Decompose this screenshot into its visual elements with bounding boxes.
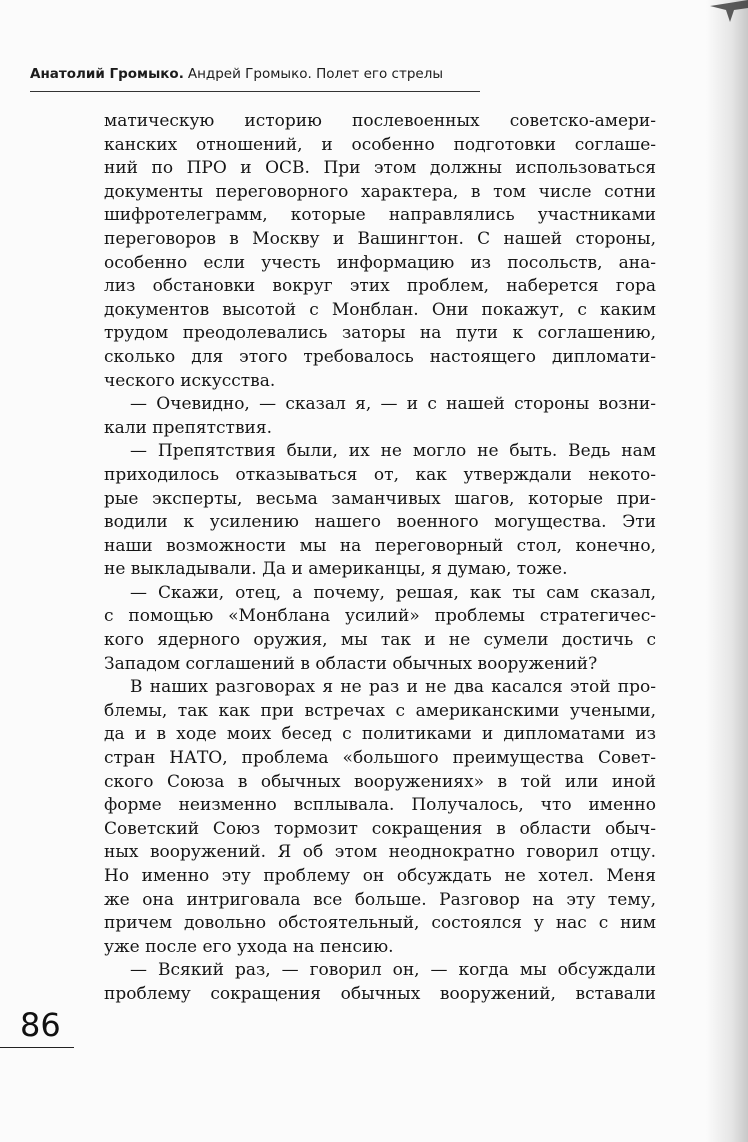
text-line: В наших разговорах я не раз и не два касался этой про- xyxy=(130,677,656,698)
text-line: особенно если учесть информацию из посольств, ана- xyxy=(104,252,656,273)
corner-fold-icon xyxy=(710,0,748,22)
text-line: с помощью «Монблана усилий» проблемы стратегичес- xyxy=(104,606,656,627)
text-line: — Препятствия были, их не могло не быть. Ведь нам xyxy=(130,441,656,462)
text-line: форме неизменно всплывала. Получалось, что именно xyxy=(104,795,656,816)
text-line: рые эксперты, весьма заманчивых шагов, которые при- xyxy=(104,488,656,509)
running-head-title: Андрей Громыко. Полет его стрелы xyxy=(187,66,443,82)
text-line: кали препятствия. xyxy=(104,417,272,438)
text-line: — Скажи, отец, а почему, решая, как ты сам сказал, xyxy=(130,582,656,603)
text-line: да и в ходе моих бесед с политиками и дипломатами из xyxy=(104,724,656,745)
text-line: лиз обстановки вокруг этих проблем, наберется гора xyxy=(104,276,656,297)
running-head-author: Анатолий Громыко. xyxy=(30,66,184,82)
text-line: кого ядерного оружия, мы так и не сумели достичь с xyxy=(104,630,656,651)
page-number-rule xyxy=(0,1047,74,1048)
text-line: блемы, так как при встречах с американскими учеными, xyxy=(104,700,656,721)
text-line: — Очевидно, — сказал я, — и с нашей стороны возни- xyxy=(130,394,656,415)
running-head-rule xyxy=(30,91,480,92)
text-line: документы переговорного характера, в том числе сотни xyxy=(104,181,656,202)
text-line: шифротелеграмм, которые направлялись участниками xyxy=(104,205,656,226)
text-line: ний по ПРО и ОСВ. При этом должны использоваться xyxy=(104,158,656,179)
text-line: документов высотой с Монблан. Они покажут, с каким xyxy=(104,299,656,320)
text-line: трудом преодолевались заторы на пути к соглашению, xyxy=(104,323,656,344)
page-gutter-shadow xyxy=(706,0,748,1142)
text-line: ных вооружений. Я об этом неоднократно говорил отцу. xyxy=(104,842,656,863)
text-line: водили к усилению нашего военного могущества. Эти xyxy=(104,512,656,533)
text-line: сколько для этого требовалось настоящего дипломати- xyxy=(104,346,656,367)
text-line: матическую историю послевоенных советско-амери- xyxy=(104,111,656,131)
text-line: приходилось отказываться от, как утверждали некото- xyxy=(104,464,656,485)
text-line: Западом соглашений в области обычных вооружений? xyxy=(104,653,598,674)
text-line: наши возможности мы на переговорный стол, конечно, xyxy=(104,535,656,556)
body-text xyxy=(104,110,656,1007)
text-line: ческого искусства. xyxy=(104,370,276,391)
text-line: ского Союза в обычных вооружениях» в той или иной xyxy=(104,771,656,792)
page-number: 86 xyxy=(20,1006,61,1044)
text-line: стран НАТО, проблема «большого преимущества Совет- xyxy=(104,748,656,769)
text-line: — Всякий раз, — говорил он, — когда мы обсуждали xyxy=(130,960,656,981)
text-line: Но именно эту проблему он обсуждать не хотел. Меня xyxy=(104,866,656,886)
text-line: же она интриговала все больше. Разговор на эту тему, xyxy=(104,889,656,910)
text-line: канских отношений, и особенно подготовки соглаше- xyxy=(104,134,656,155)
text-line: проблему сокращения обычных вооружений, вставали xyxy=(104,983,656,1004)
text-line: переговоров в Москву и Вашингтон. С нашей стороны, xyxy=(104,228,656,249)
text-line: не выкладывали. Да и американцы, я думаю, тоже. xyxy=(104,559,568,580)
text-line: причем довольно обстоятельный, состоялся у нас с ним xyxy=(104,913,656,934)
text-line: уже после его ухода на пенсию. xyxy=(104,936,394,957)
running-head xyxy=(30,66,443,82)
text-line: Советский Союз тормозит сокращения в области обыч- xyxy=(104,818,656,839)
